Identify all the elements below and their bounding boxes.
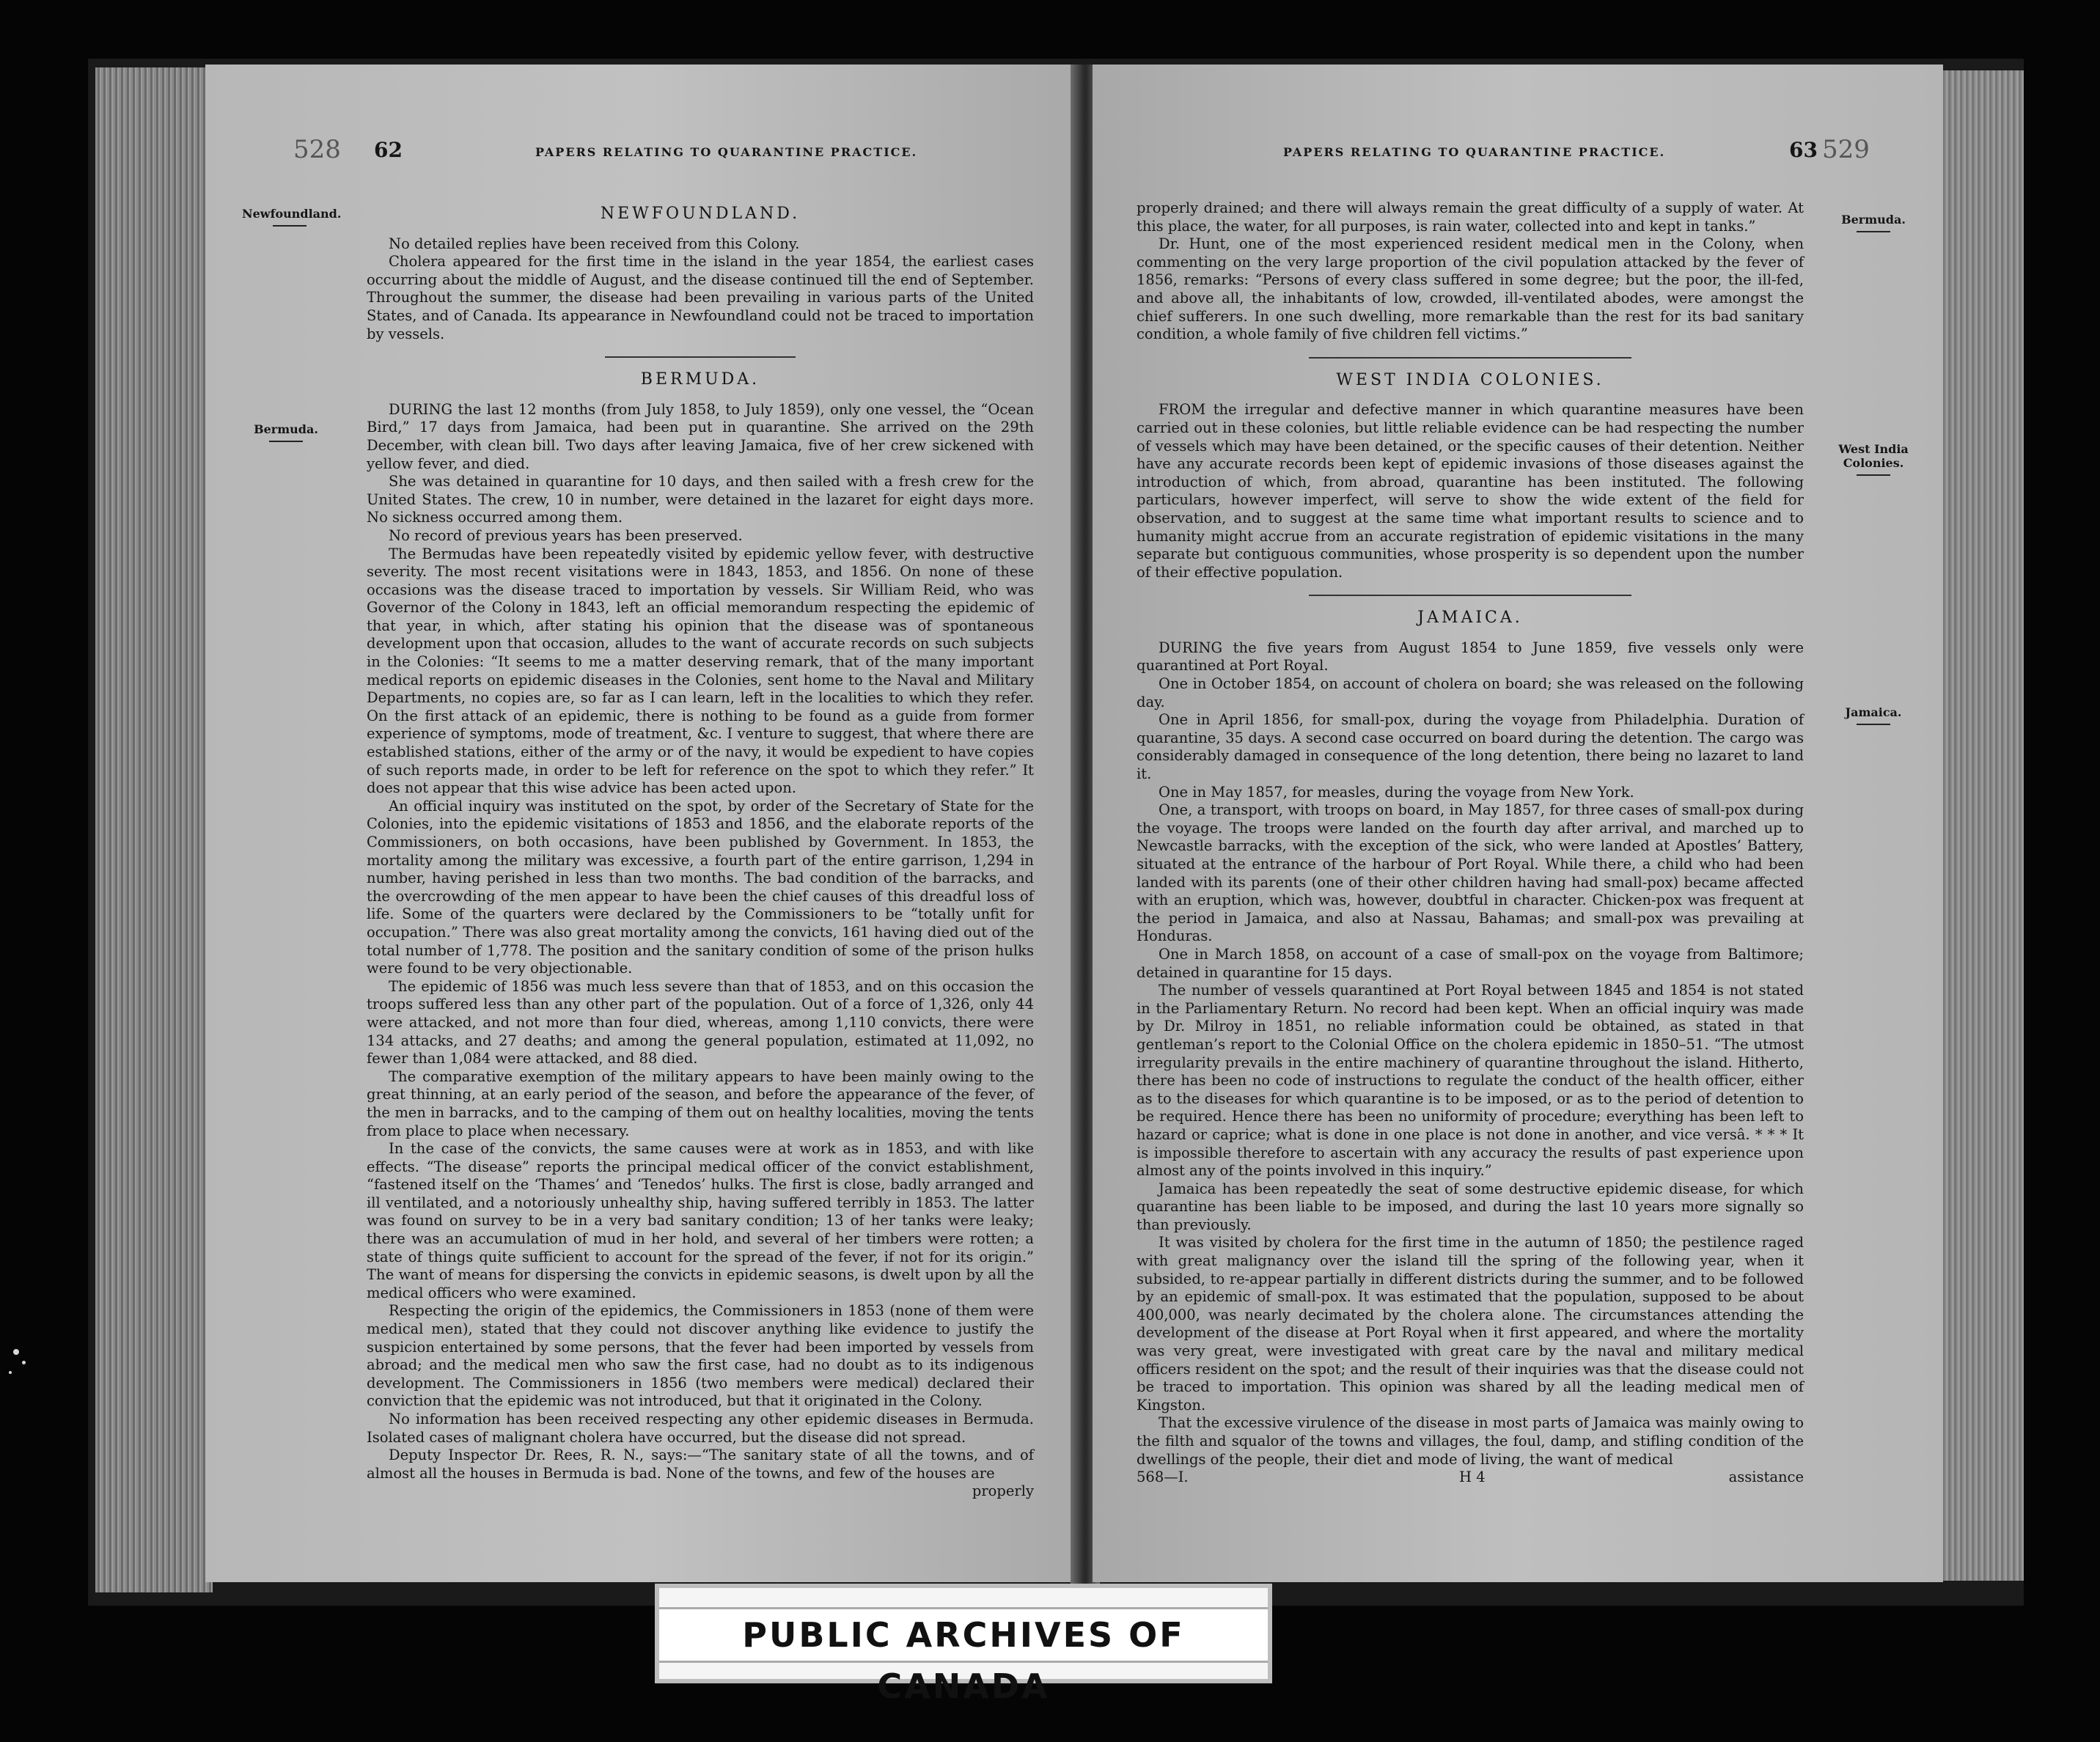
paragraph: One in October 1854, on account of cholera on board; she was released on the following day. — [1137, 675, 1804, 710]
paragraph: One, a transport, with troops on board, in May 1857, for three cases of small-pox during the voyage. The troops were landed on the fourth day after arrival, and marched up to Newcastle barracks, with the exception of the sick, who were landed at Apostles’ Battery, situated at the entrance of the harbour of Port Royal. While there, a child who had been landed with its parents (one of their other children having had small-pox) became affected with an eruption, which was, however, doubtful in character. Chicken-pox was frequent at the period in Jamaica, and also at Nassau, Bahamas; and small-pox was prevailing at Honduras. — [1137, 801, 1804, 945]
paragraph: In the case of the convicts, the same causes were at work as in 1853, and with like effects. “The disease” reports the principal medical officer of the convict establishment, “fastened itself on the ‘Thames’ and ‘Tenedos’ hulks. The first is close, badly arranged and ill ventilated, and a notoriously unhealthy ship, having suffered terribly in 1853. The latter was found on survey to be in a very bad sanitary condition; 13 of her tanks were leaky; there was an accumulation of mud in her hold, and several of her timbers were rotten; a state of things quite sufficient to account for the spread of the fever, if not for its origin.” The want of means for dispersing the convicts in epidemic seasons, is dwelt upon by all the medical officers who were examined. — [367, 1140, 1034, 1301]
section-title-west-india: WEST INDIA COLONIES. — [1336, 370, 1604, 389]
paragraph: She was detained in quarantine for 10 days, and then sailed with a fresh crew for the United States. The crew, 10 in number, were detained in the lazaret for eight days more. No sickness occurred among them. — [367, 473, 1034, 526]
catchword: properly — [972, 1482, 1034, 1500]
right-running-header: PAPERS RELATING TO QUARANTINE PRACTICE. — [1283, 145, 1666, 159]
page-edges-left — [95, 67, 213, 1592]
section-title-jamaica: JAMAICA. — [1417, 609, 1523, 628]
paragraph: DURING the five years from August 1854 to June 1859, five vessels only were quarantined at Port Royal. — [1137, 639, 1804, 675]
paragraph: Respecting the origin of the epidemics, the Commissioners in 1853 (none of them were medical men), stated that they could not discover anything like evidence to justify the suspicion entertained by some persons, that the fever had been imported by vessels from abroad; and the medical men who saw the first case, had no doubt as to its indigenous development. The Commissioners in 1856 (two members were medical) declared their conviction that the epidemic was not introduced, but that it originated in the Colony. — [367, 1302, 1034, 1410]
film-speck — [13, 1349, 19, 1355]
section-title-bermuda: BERMUDA. — [640, 370, 760, 389]
paragraph: No record of previous years has been preserved. — [389, 526, 743, 544]
paragraph: One in April 1856, for small-pox, during the voyage from Philadelphia. Duration of quarantine, 35 days. A second case occurred on board during the detention. The cargo was considerably damaged in consequence of the long detention, there being no lazaret to land it. — [1137, 711, 1804, 783]
margin-note-bermuda: Bermuda. — [242, 422, 330, 442]
paragraph: Dr. Hunt, one of the most experienced resident medical men in the Colony, when commenting on the very large proportion of the civil population attacked by the fever of 1856, remarks: “Persons of every class suffered in some degree; but the poor, the ill-fed, and above all, the inhabitants of low, crowded, ill-ventilated abodes, were amongst the chief sufferers. In one such dwelling, more remarkable than the rest for its bad sanitary condition, a whole family of five children fell victims.” — [1137, 235, 1804, 343]
paragraph: That the excessive virulence of the disease in most parts of Jamaica was mainly owing to the filth and squalor of the towns and villages, the foul, damp, and stifling condition of the dwellings of the people, their diet and mode of living, the want of medical — [1137, 1414, 1804, 1468]
paragraph: The number of vessels quarantined at Port Royal between 1845 and 1854 is not stated in the Parliamentary Return. No record had been kept. When an official inquiry was made by Dr. Milroy in 1851, no reliable information could be obtained, as stated in that gentleman’s report to the Colonial Office on the cholera epidemic in 1850–51. “The utmost irregularity prevails in the entire machinery of quarantine throughout the island. Hitherto, there has been no code of instructions to regulate the conduct of the health officer, either as to the diseases for which quarantine is to be imposed, or as to the period of detention to be required. Hence there has been no uniformity of procedure; everything has been left to hazard or caprice; what is done in one place is not done in another, and vice versâ. * * * It is impossible therefore to ascertain with any accuracy the results of past experience upon almost any of the points involved in this inquiry.” — [1137, 982, 1804, 1180]
section-title-newfoundland: NEWFOUNDLAND. — [600, 205, 801, 223]
paragraph: One in May 1857, for measles, during the voyage from New York. — [1159, 783, 1634, 801]
margin-note-bermuda-right: Bermuda. — [1833, 213, 1914, 232]
left-body — [367, 199, 1034, 1501]
paragraph: It was visited by cholera for the first time in the autumn of 1850; the pestilence raged with great malignancy over the island till the spring of the following year, when it subsided, to re-appear partially in different districts during the summer, and to be followed by an epidemic of small-pox. It was estimated that the population, supposed to be about 400,000, was nearly decimated by the cholera alone. The circumstances attending the development of the disease at Port Royal when it first appeared, and where the mortality was very great, were investigated with great care by the naval and military medical officers resident on the spot; and the result of their inquiries was that the disease could not be traced to importation. This opinion was shared by all the leading medical men of Kingston. — [1137, 1234, 1804, 1414]
margin-note-jamaica: Jamaica. — [1833, 705, 1914, 725]
paragraph: DURING the last 12 months (from July 1858, to July 1859), only one vessel, the “Ocean Bird,” 17 days from Jamaica, had been put in quarantine. She arrived on the 29th December, with clean bill. Two days after leaving Jamaica, five of her crew sickened with yellow fever, and died. — [367, 400, 1034, 472]
paragraph: Jamaica has been repeatedly the seat of some destructive epidemic disease, for which quarantine has been liable to be imposed, and during the last 10 years more signally so than previously. — [1137, 1180, 1804, 1233]
paragraph: The comparative exemption of the military appears to have been mainly owing to the great thinning, at an early period of the season, and before the appearance of the fever, of the men in barracks, and to the camping of them out on healthy localities, moving the tents from place to place when necessary. — [367, 1067, 1034, 1139]
footer-sheet-number: 568—I. — [1137, 1469, 1189, 1486]
left-page — [205, 65, 1078, 1582]
footer-signature: H 4 — [1459, 1469, 1486, 1486]
paragraph: Deputy Inspector Dr. Rees, R. N., says:—“The sanitary state of all the towns, and of almost all the houses in Bermuda is bad. None of the towns, and few of the houses are — [367, 1447, 1034, 1482]
paragraph: The Bermudas have been repeatedly visited by epidemic yellow fever, with destructive severity. The most recent visitations were in 1843, 1853, and 1856. On none of these occasions was the disease traced to importation by vessels. Sir William Reid, who was Governor of the Colony in 1843, left an official memorandum respecting the epidemic of that year, in which, after stating his opinion that the disease was of spontaneous development upon that occasion, alludes to the want of accurate records on such subjects in the Colonies: “It seems to me a matter deserving remark, that of the many important medical reports on epidemic diseases in the Colonies, sent home to the Naval and Military Departments, no copies are, so far as I can learn, left in the localities to which they refer. On the first attack of an epidemic, there is nothing to be found as a guide from former experience of symptoms, mode of treatment, &c. I venture to suggest, that where there are established stations, either of the army or of the navy, it would be expedient to have copies of such reports made, in order to be left for reference on the spot to which they refer.” It does not appear that this wise advice has been acted upon. — [367, 545, 1034, 797]
archive-label — [655, 1584, 1272, 1706]
paragraph: One in March 1858, on account of a case of small-pox on the voyage from Baltimore; detained in quarantine for 15 days. — [1137, 945, 1804, 981]
margin-note-west-india: West India Colonies. — [1833, 442, 1914, 476]
left-stamp-number: 528 — [293, 135, 341, 164]
section-divider — [1309, 357, 1631, 359]
paragraph: An official inquiry was instituted on the spot, by order of the Secretary of State for the Colonies, into the epidemic visitations of 1853 and 1856, and the elaborate reports of the Commissioners, on both occasions, have been published by Government. In 1853, the mortality among the military was excessive, a fourth part of the entire garrison, 1,294 in number, having perished in less than two months. The bad condition of the barracks, and the overcrowding of the men appear to have been the chief causes of this dreadful loss of life. Some of the quarters were declared by the Commissioners to be “totally unfit for occupation.” There was also great mortality among the convicts, 161 having died out of the total number of 1,778. The position and the sanitary condition of some of the prison hulks were found to be very objectionable. — [367, 797, 1034, 977]
paragraph: FROM the irregular and defective manner in which quarantine measures have been carried out in these colonies, but little reliable evidence can be had respecting the number of vessels which may have been detained, or the specific causes of their detention. Neither have any accurate records been kept of epidemic invasions of those diseases against the introduction of which, from abroad, quarantine has been instituted. The following particulars, however imperfect, will serve to show the wide extent of the field for observation, and to suggest at the same time what important results to science and to humanity might accrue from an accurate registration of epidemic visitations in the many separate but contiguous communities, whose prosperity is so dependent upon the number of their effective population. — [1137, 401, 1804, 581]
archive-label-text: PUBLIC ARCHIVES OF CANADA — [659, 1607, 1268, 1663]
right-body — [1137, 199, 1804, 1488]
margin-note-newfoundland: Newfoundland. — [242, 207, 337, 227]
paragraph: The epidemic of 1856 was much less severe than that of 1853, and on this occasion the troops suffered less than any other part of the population. Out of a force of 1,326, only 44 were attacked, and not more than four died, whereas, among 1,110 convicts, there were 134 attacks, and 27 deaths; and among the general population, estimated at 11,092, no fewer than 1,084 were attacked, and 88 died. — [367, 977, 1034, 1067]
left-page-number: 62 — [374, 138, 403, 162]
right-page-number: 63 — [1789, 138, 1818, 162]
right-stamp-number: 529 — [1822, 135, 1870, 164]
catchword: assistance — [1728, 1469, 1804, 1486]
section-divider — [1309, 595, 1631, 596]
right-page — [1093, 65, 1943, 1582]
left-running-header: PAPERS RELATING TO QUARANTINE PRACTICE. — [535, 145, 918, 159]
film-speck — [22, 1361, 26, 1364]
paragraph: No detailed replies have been received from this Colony. — [389, 235, 800, 252]
page-footer — [1137, 1469, 1804, 1488]
paragraph: No information has been received respecting any other epidemic diseases in Bermuda. Isolated cases of malignant cholera have occurred, but the disease did not spread. — [367, 1411, 1034, 1446]
paragraph: Cholera appeared for the first time in the island in the year 1854, the earliest cases occurring about the middle of August, and the disease continued till the end of September. Throughout the summer, the disease had been prevailing in various parts of the United States, and of Canada. Its appearance in Newfoundland could not be traced to importation by vessels. — [367, 253, 1034, 342]
paragraph: properly drained; and there will always remain the great difficulty of a supply of water. At this place, the water, for all purposes, is rain water, collected into and kept in tanks.” — [1137, 199, 1804, 235]
section-divider — [605, 356, 796, 358]
film-speck — [9, 1371, 12, 1374]
